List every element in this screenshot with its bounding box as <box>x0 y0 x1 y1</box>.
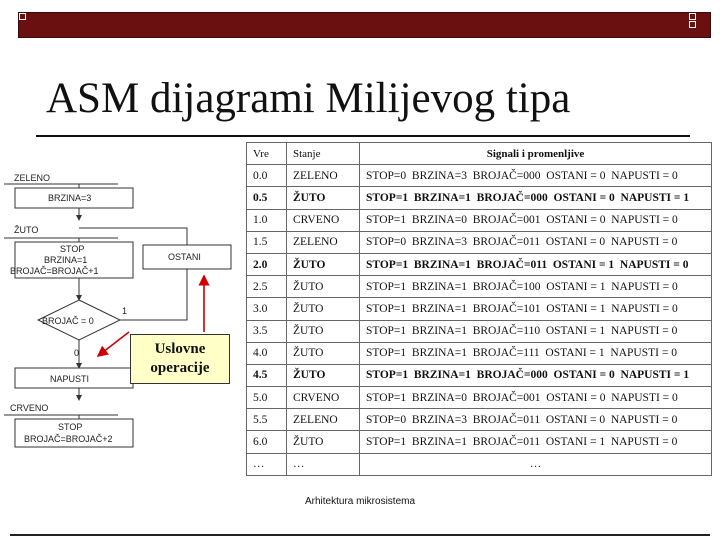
brzina-label: BRZINA=3 <box>48 193 92 203</box>
corner-square-right <box>689 13 696 20</box>
table-row <box>247 231 712 253</box>
table-header-row <box>247 143 712 165</box>
table-row <box>247 298 712 320</box>
row-time: 3.5 <box>247 320 287 342</box>
row-signals: STOP=0 BRZINA=3 BROJAČ=011 OSTANI = 0 NAPUSTI = 0 <box>360 409 712 431</box>
callout-line-2: operacije <box>150 360 210 376</box>
row-state: ŽUTO <box>287 253 360 275</box>
row-state: ZELENO <box>287 165 360 187</box>
row-time: 5.5 <box>247 409 287 431</box>
row-time: 1.0 <box>247 209 287 231</box>
row-signals: STOP=1 BRZINA=1 BROJAČ=011 OSTANI = 1 NAPUSTI = 0 <box>360 253 712 275</box>
row-signals: STOP=0 BRZINA=3 BROJAČ=011 OSTANI = 0 NAPUSTI = 0 <box>360 231 712 253</box>
napusti-label: NAPUSTI <box>50 374 90 384</box>
table-row <box>247 342 712 364</box>
row-time: 5.0 <box>247 387 287 409</box>
decision-label: BROJAČ = 0 <box>42 316 94 326</box>
row-signals: STOP=1 BRZINA=1 BROJAČ=110 OSTANI = 1 NAPUSTI = 0 <box>360 320 712 342</box>
row-signals: STOP=1 BRZINA=0 BROJAČ=001 OSTANI = 0 NAPUSTI = 0 <box>360 209 712 231</box>
table-row <box>247 165 712 187</box>
branch-label-one: 1 <box>122 306 128 316</box>
asm-flowchart <box>0 160 246 460</box>
row-signals: STOP=1 BRZINA=1 BROJAČ=011 OSTANI = 1 NAPUSTI = 0 <box>360 431 712 453</box>
state-label-zuto: ŽUTO <box>14 225 39 235</box>
row-state: CRVENO <box>287 209 360 231</box>
title-bar-decoration <box>18 12 711 38</box>
row-signals: STOP=1 BRZINA=1 BROJAČ=100 OSTANI = 1 NAPUSTI = 0 <box>360 276 712 298</box>
stop-line-2: BRZINA=1 <box>44 255 88 265</box>
table-row <box>247 276 712 298</box>
table-row <box>247 409 712 431</box>
row-state: ŽUTO <box>287 187 360 209</box>
row-time: 3.0 <box>247 298 287 320</box>
row-signals: STOP=1 BRZINA=1 BROJAČ=101 OSTANI = 1 NAPUSTI = 0 <box>360 298 712 320</box>
row-time: 0.0 <box>247 165 287 187</box>
ostani-label: OSTANI <box>168 252 201 262</box>
footer-text: Arhitektura mikrosistema <box>305 496 416 507</box>
row-time: 2.0 <box>247 253 287 275</box>
header-time: Vre <box>247 143 287 165</box>
row-state: ŽUTO <box>287 276 360 298</box>
row-time: 4.5 <box>247 364 287 386</box>
row-time: 2.5 <box>247 276 287 298</box>
row-state: ZELENO <box>287 409 360 431</box>
row-signals: … <box>360 453 712 475</box>
table-row <box>247 453 712 475</box>
stop-line-1: STOP <box>60 244 85 254</box>
row-time: 0.5 <box>247 187 287 209</box>
row-state: ZELENO <box>287 231 360 253</box>
row-state: ŽUTO <box>287 364 360 386</box>
table-row <box>247 364 712 386</box>
page-title: ASM dijagrami Milijevog tipa <box>46 75 571 122</box>
header-state: Stanje <box>287 143 360 165</box>
row-state: ŽUTO <box>287 320 360 342</box>
signals-table <box>246 142 712 476</box>
table-row <box>247 187 712 209</box>
row-signals: STOP=0 BRZINA=3 BROJAČ=000 OSTANI = 0 NAPUSTI = 0 <box>360 165 712 187</box>
header-signals: Signali i promenljive <box>360 143 712 165</box>
corner-square-left <box>19 13 26 20</box>
table-row <box>247 253 712 275</box>
row-signals: STOP=1 BRZINA=1 BROJAČ=000 OSTANI = 0 NAPUSTI = 1 <box>360 364 712 386</box>
table-row <box>247 387 712 409</box>
state-label-crveno: CRVENO <box>10 403 49 413</box>
row-state: ŽUTO <box>287 298 360 320</box>
row-time: 4.0 <box>247 342 287 364</box>
row-state: … <box>287 453 360 475</box>
row-signals: STOP=1 BRZINA=0 BROJAČ=001 OSTANI = 0 NAPUSTI = 0 <box>360 387 712 409</box>
bottom-divider <box>10 534 710 536</box>
table-row <box>247 320 712 342</box>
row-time: 6.0 <box>247 431 287 453</box>
stop2-line-1: STOP <box>58 422 83 432</box>
branch-label-zero: 0 <box>74 348 80 358</box>
stop2-line-2: BROJAČ=BROJAČ+2 <box>24 434 113 444</box>
table-row <box>247 209 712 231</box>
row-time: 1.5 <box>247 231 287 253</box>
callout-line-1: Uslovne <box>154 341 206 357</box>
stop-line-3: BROJAČ=BROJAČ+1 <box>10 266 99 276</box>
corner-square-right-lower <box>689 21 696 28</box>
row-state: ŽUTO <box>287 431 360 453</box>
row-time: … <box>247 453 287 475</box>
conditional-operations-callout <box>130 334 230 384</box>
row-signals: STOP=1 BRZINA=1 BROJAČ=111 OSTANI = 1 NAPUSTI = 0 <box>360 342 712 364</box>
row-signals: STOP=1 BRZINA=1 BROJAČ=000 OSTANI = 0 NAPUSTI = 1 <box>360 187 712 209</box>
red-arrow-left <box>98 332 129 356</box>
row-state: CRVENO <box>287 387 360 409</box>
state-label-zeleno: ZELENO <box>14 173 51 183</box>
row-state: ŽUTO <box>287 342 360 364</box>
table-row <box>247 431 712 453</box>
title-divider <box>36 135 690 137</box>
